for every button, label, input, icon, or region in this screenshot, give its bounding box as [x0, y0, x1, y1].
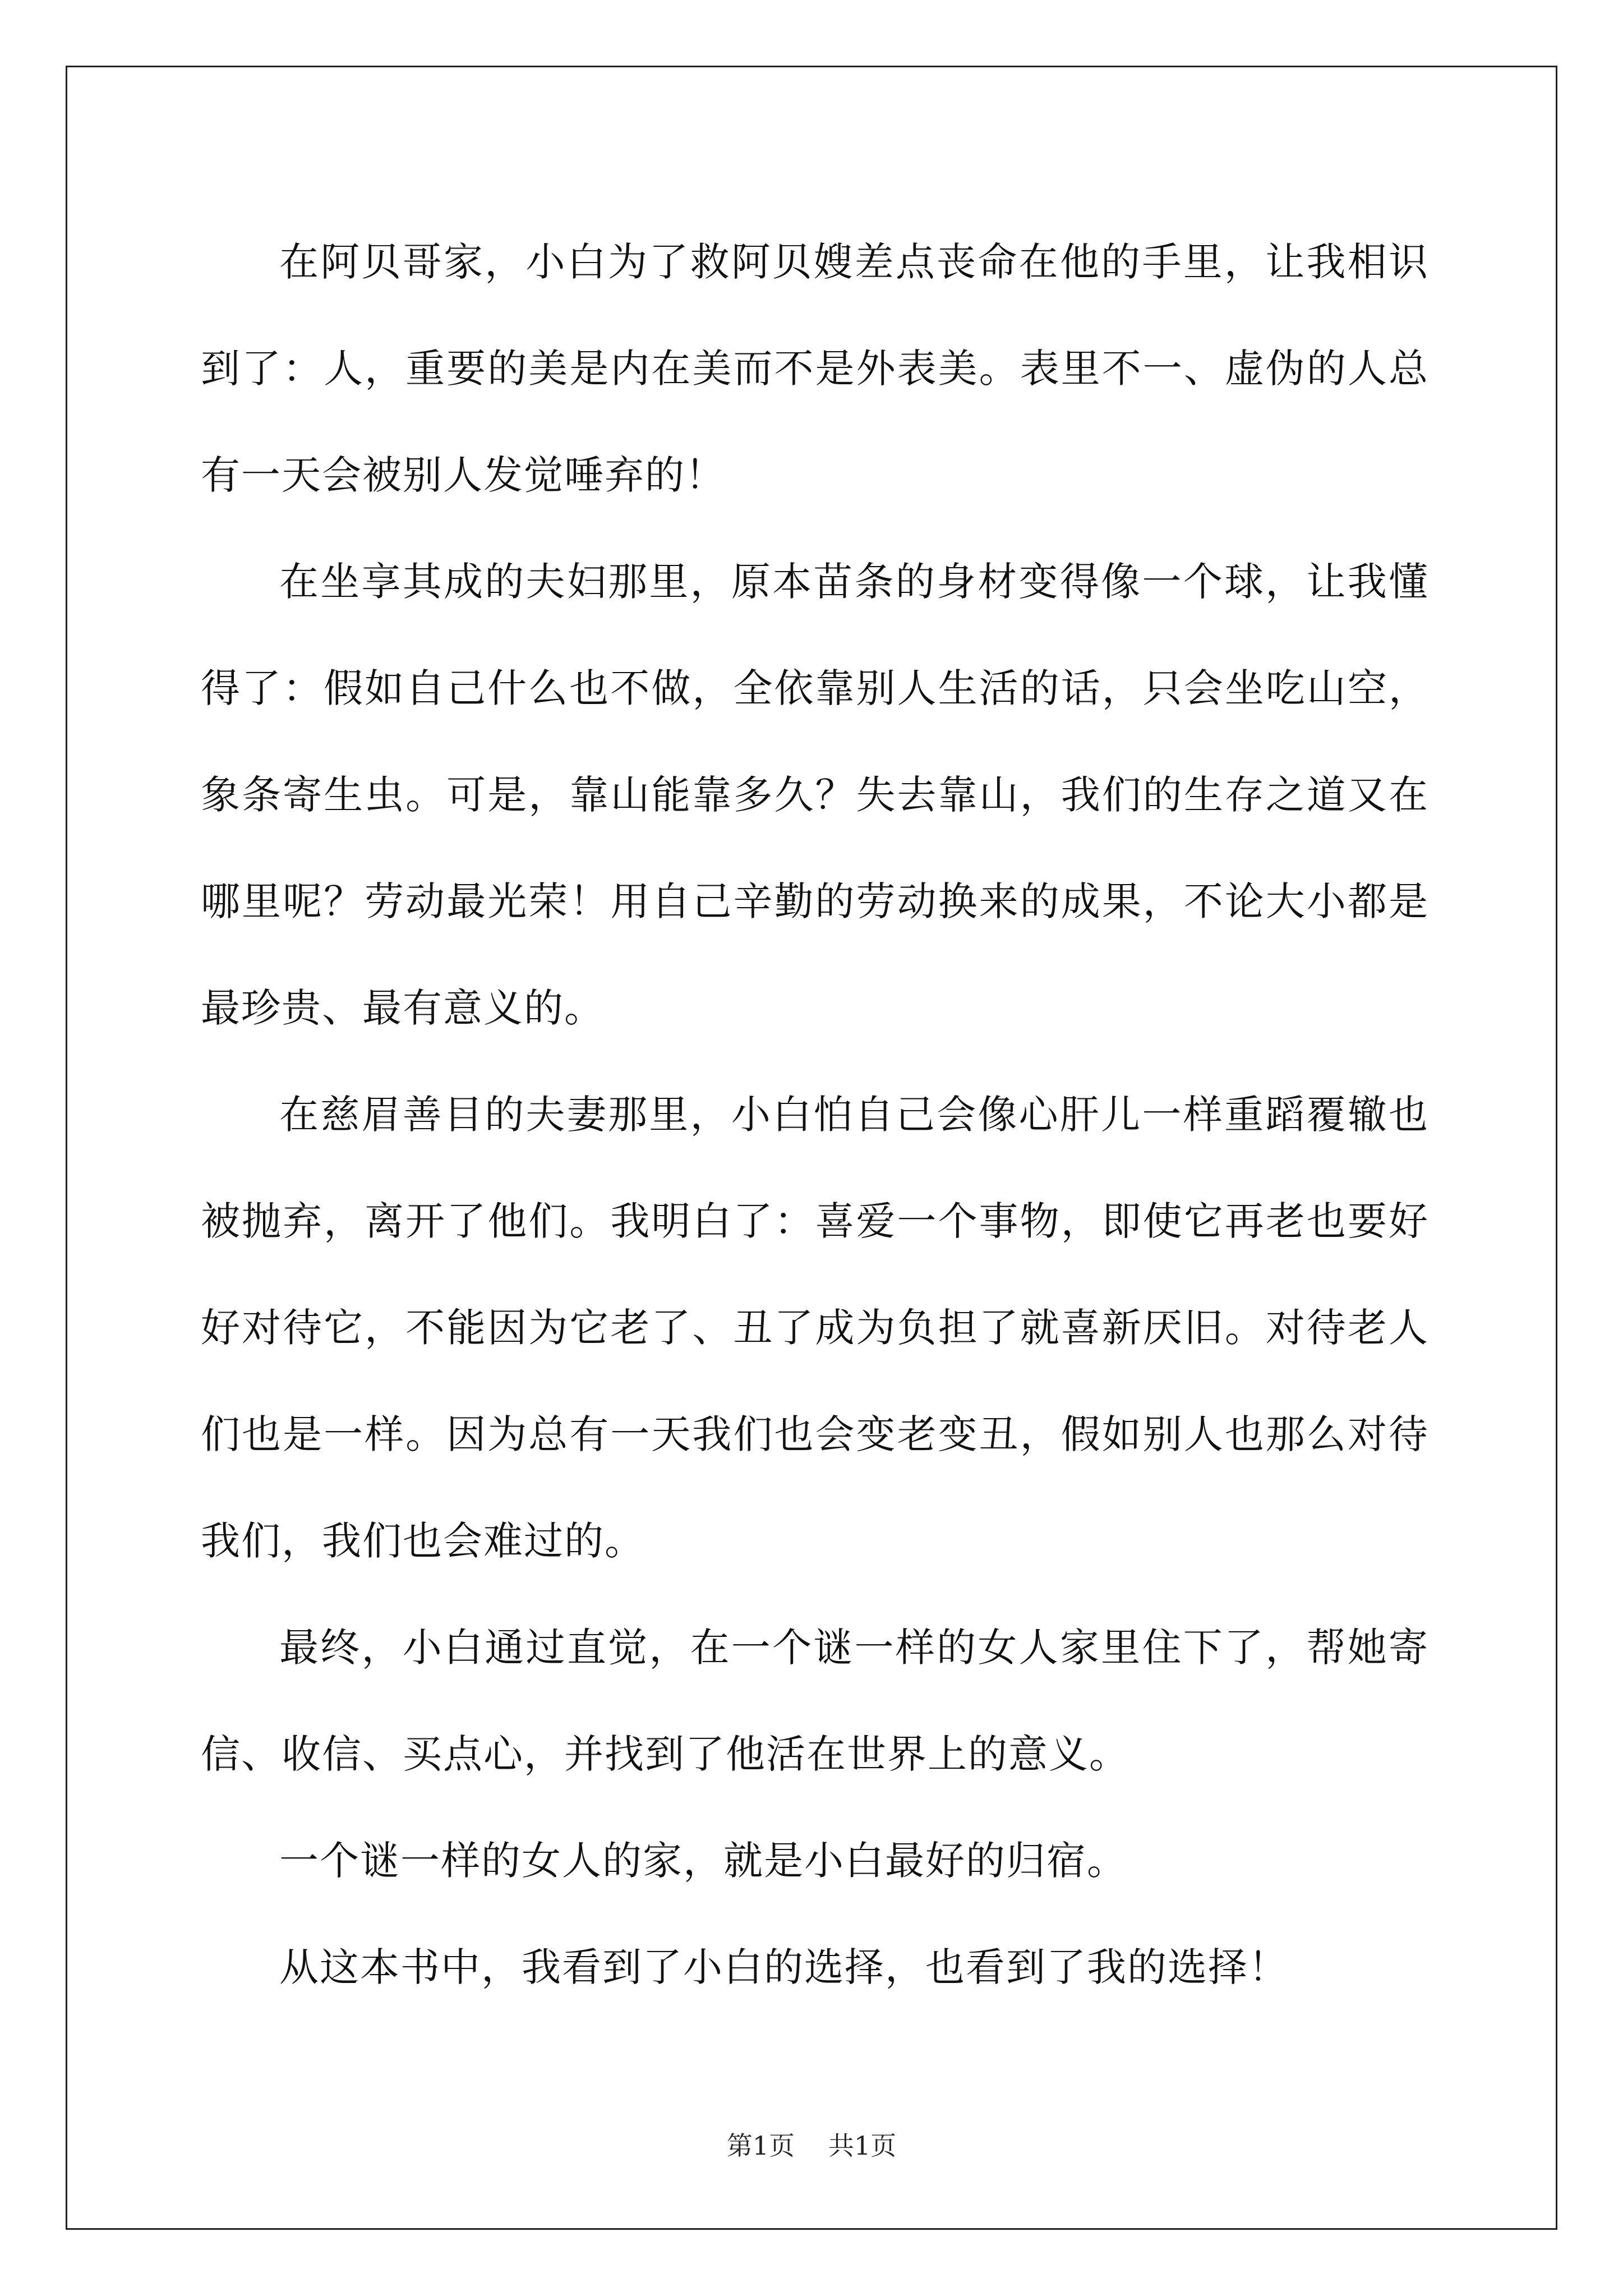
paragraph-2: 在坐享其成的夫妇那里，原本苗条的身材变得像一个球，让我懂得了：假如自己什么也不做，全依靠别人生活的话，只会坐吃山空，象条寄生虫。可是，靠山能靠多久？失去靠山，我们的生存之道又在哪里呢？劳动最光荣！用自己辛勤的劳动换来的成果，不论大小都是最珍贵、最有意义的。	[201, 559, 1429, 1031]
paragraph-5: 一个谜一样的女人的家，就是小白最好的归宿。	[279, 1838, 1127, 1884]
paragraph-6: 从这本书中，我看到了小白的选择，也看到了我的选择！	[279, 1944, 1289, 1990]
page-number-total: 共1页	[828, 2131, 897, 2161]
page-number-current: 第1页	[726, 2131, 795, 2161]
paragraph-4: 最终，小白通过直觉，在一个谜一样的女人家里住下了，帮她寄信、收信、买点心，并找到了他活在世界上的意义。	[201, 1625, 1429, 1777]
paragraph-1: 在阿贝哥家，小白为了救阿贝嫂差点丧命在他的手里，让我相识到了：人，重要的美是内在美而不是外表美。表里不一、虚伪的人总有一天会被别人发觉唾弃的！	[201, 239, 1429, 498]
paragraph-3: 在慈眉善目的夫妻那里，小白怕自己会像心肝儿一样重蹈覆辙也被抛弃，离开了他们。我明白了：喜爱一个事物，即使它再老也要好好对待它，不能因为它老了、丑了成为负担了就喜新厌旧。对待老人们也是一样。因为总有一天我们也会变老变丑，假如别人也那么对待我们，我们也会难过的。	[201, 1092, 1429, 1564]
document-body	[201, 209, 1429, 2021]
page-footer	[0, 2129, 1623, 2162]
